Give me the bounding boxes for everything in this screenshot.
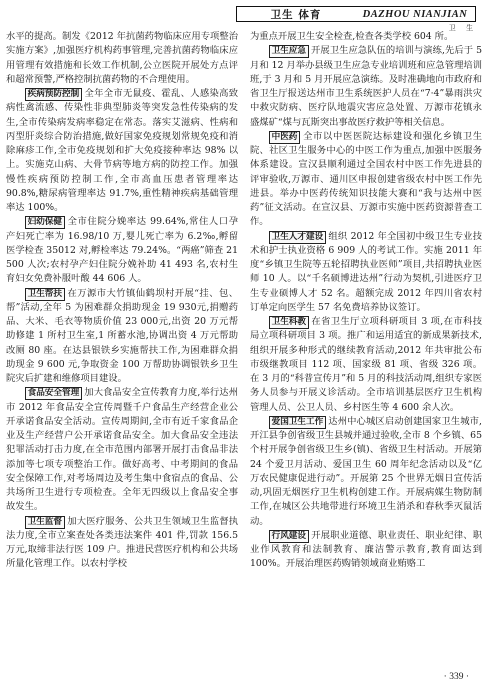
section-tag: 卫生帮扶 (25, 288, 65, 301)
header-section-title: 卫生 体育 (270, 8, 322, 21)
section-emergency (250, 44, 482, 130)
section-tag: 卫生应急 (269, 45, 309, 58)
header-subsection: 卫 生 (448, 24, 477, 32)
section-tag: 中医药 (269, 131, 301, 144)
paragraph-continuation: 为重点开展卫生安全检查,检查各类学校 604 所。 (250, 31, 454, 42)
section-text: 全市住院分娩率达 99.64%,常住人口孕产妇死亡率为 16.98/10 万,婴儿死亡率为 6.2‰,孵留医学检查 35012 对,孵检率达 79.24%。“两癌”筛查 21 500 人次;农村孕产妇住院分娩补助 41 493 名,农村生育妇女免费补服叶酸 44 606 人。 (6, 216, 238, 285)
section-maternal-health (6, 215, 238, 286)
section-tcm (250, 130, 482, 230)
section-tag: 疾病预防控制 (25, 88, 83, 101)
section-talent (250, 230, 482, 316)
section-text: 开展职业道德、职业责任、职业纪律、职业作风教育和法制教育、廉洁警示教育,教育面达到 100%。开展治理医药购销领域商业贿赂工 (250, 529, 482, 570)
section-health-supervision (6, 515, 238, 572)
section-text: 全市以中医医院达标建设和强化乡镇卫生院、社区卫生服务中心的中医工作为重点,加强中医服务体系建设。宣汉县顺利通过全国农村中医工作先进县的评审验收,万源市、通川区申报创建省级农村中医工作先进县。举办中医药传统知识技能大赛和“我与达州中医药”征文活动。在宣汉县、万源市实施中医药资源普查工作。 (250, 130, 482, 228)
running-header (0, 0, 487, 32)
section-text: 全年全市无鼠疫、霍乱、人感染高致病性禽流感、传染性非典型肺炎等突发急性传染病的发生,全市传染病发病率稳定在常态。落实艾滋病、性病和丙型肝炎综合防治措施,做好国家免疫规划常规免疫和消除麻疹工作,全市免疫规划和扩大免疫接种率达 98% 以上。实施克山病、大骨节病等地方病的防控工作。加强慢性疾病预防控制工作,全市高血压患者管理率达 90.8%,糖尿病管理率达 91.7%,重性精神疾病基础管理率达 100%。 (6, 88, 238, 213)
section-text: 在万源市大竹镇仙鹤坝村开展“挂、包、帮”活动,全年 5 为困难群众捐助现金 19 930元,捐赠药品、大米、毛衣等物质价值 23 000元,出资 20 万元帮助修建 1 所村卫生室,1 所蓄水池,协调出资 4 万元帮助改厕 80 座。在达县银铁乡实施帮扶工作,为困难群众捐助现金 9 600 元,争取资金 100 万帮助协调银铁乡卫生院灾后扩建和维修项目建设。 (6, 287, 238, 384)
section-text: 在省卫生厅立项科研项目 3 项,在市科技局立项科研项目 3 项。推广和运用适宜的新成果新技术,组织开展多种形式的继续教育活动,2012 年共审批公布市级继教项目 112 项、国家级 81 项、省级 326 项。在 3 月的“科普宣传月”和 5 月的科技活动周,组织专家医务人员参与开展义诊活动。全市培训基层医疗卫生机构管理人员、公卫人员、乡村医生等 4 600 余人次。 (250, 316, 482, 413)
section-tag: 行风建设 (269, 530, 309, 543)
section-text: 加大医疗服务、公共卫生领域卫生监督执法力度,全市立案查处各类违法案件 401 件,罚款 156.5 万元,取缔非法行医 109 户。推进民营医疗机构和公共场所量化管理工作。以农村学校 (6, 515, 238, 570)
section-text: 加大食品安全宣传教育力度,举行达州市 2012 年食品安全宣传周暨千户食品生产经营企业公开承诺食品安全活动。宣传周期间,全市有近千家食品企业及生产经营户公开承诺食品安全。加大食品安全违法犯罪活动打击力度,在全市范围内部署开展打击食品非法添加等七项专项整治工作。做好高考、中考期间的食品安全保障工作,对考场周边及考生集中食宿点的食品、公共场所卫生进行专项检查。全年无四级以上食品安全事故发生。 (6, 387, 238, 513)
section-tag: 卫生人才建设 (269, 231, 327, 244)
section-tag: 妇幼保健 (25, 216, 65, 229)
page-number: · 339 · (443, 672, 469, 682)
section-text: 开展卫生应急队伍的培训与演练,先后于 5 月和 12 月举办县级卫生应急专业培训班和应急管理培训班,于 3 月和 5 月开展应急演练。及时准确地向市政府和省卫生厅报送达州市卫生系统医护人员在“7·4”暴雨洪灾中救灾防病、医疗队地震灾害应急处置、万源市花镇永盛煤矿“煤与瓦斯突出事故医疗救护等相关信息。 (250, 45, 482, 128)
section-text: 达州中心城区启动创建国家卫生城市,开江县争创省级卫生县城并通过验收,全市 8 个乡镇、65 个村开展争创省级卫生乡(镇)、省级卫生村活动。开展第 24 个爱卫月活动、爱国卫生 60 周年纪念活动以及“亿万农民健康促进行动”。开展第 25 个世界无烟日宣传活动,巩固无烟医疗卫生机构创建工作。开展病媒生物防制工作,在城区公共地带进行环境卫生消杀和春秋季灭鼠活动。 (250, 415, 482, 527)
section-tag: 卫生科教 (269, 316, 309, 329)
section-tag: 爱国卫生工作 (269, 416, 327, 429)
header-box (236, 6, 476, 22)
section-science-education (250, 315, 482, 415)
section-patriotic-health (250, 415, 482, 529)
section-health-aid (6, 287, 238, 387)
header-book-title: DAZHOU NIANJIAN (362, 8, 468, 20)
section-disease-control (6, 87, 238, 215)
section-tag: 食品安全管理 (25, 387, 83, 400)
left-column (6, 30, 238, 668)
section-conduct (250, 529, 482, 572)
paragraph-continuation: 水平的提高。制发《2012 年抗菌药物临床应用专项整治实施方案》,加强医疗机构药事管理,完善抗菌药物临床应用管理有效措施和长效工作机制,公立医院开展处方点评和超常预警,严格控制抗菌药物的不合理使用。 (6, 31, 238, 85)
section-tag: 卫生监督 (25, 516, 65, 529)
section-food-safety (6, 386, 238, 514)
right-column (250, 30, 482, 668)
section-text: 组织 2012 年全国初中级卫生专业技术和护士执业资格 6 909 人的考试工作。实施 2011 年度“乡镇卫生院等五轮招聘执业医师”项目,共招聘执业医师 10 人。以“千名硕博进达州”行动为契机,引进医疗卫生专业硕博人才 52 名。超额完成 2012 年四川省农村订单定向医学生 57 名免费培养协议签订。 (250, 230, 482, 313)
